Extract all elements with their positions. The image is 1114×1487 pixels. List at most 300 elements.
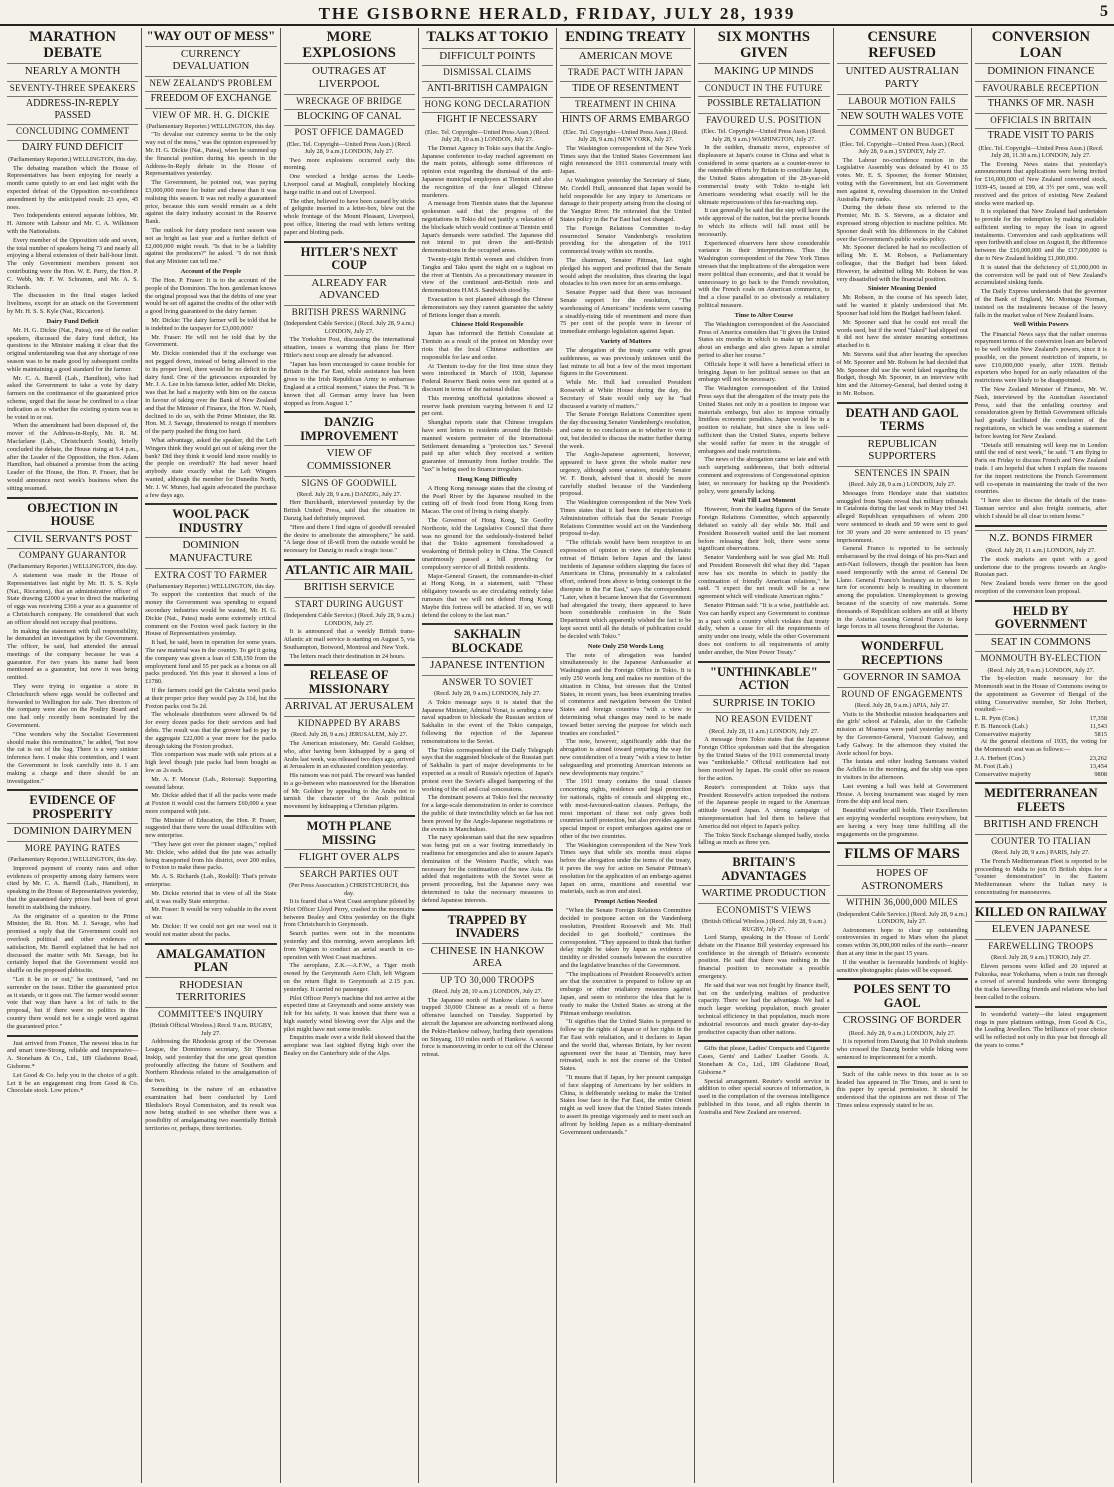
paragraph: Mr. Dickie contended that if the exchange was not pegged down, instead of being allowed to rise to its proper level, there would be no deficit in the dairy fund. One of the grievances expounded by Mr. J. A. Lee in his famous letter, added Mr. Dickie, was that he had a majority with him on the caucus in favour of taking over the Bank of New Zealand and that the Minister of Finance, the Hon. W. Nash, declined to do so, with the Prime Minister, the Rt. Hon. M. J. Savage, threatened to resign if members of the party pushed the thing too hard. [145,350,277,436]
subheadline: MONMOUTH BY-ELECTION [975,651,1107,664]
paragraph: The Minister of Education, the Hon. P. Fraser, suggested that there were the usual difficulties with new enterprise. [145,816,277,840]
section-subhead: Dairy Fund Deficit [46,317,99,325]
subheadline: CONDUCT IN THE FUTURE [698,81,829,94]
article [422,909,553,1059]
paragraph: "Japan has been encouraged to cause trouble for Britain in the Far East, while assistance has been given to the Irish Republican Army to embarrass England at a critical moment," states the Post. "It is known that all German army leave has been stopped as from August 1." [283,360,415,407]
article-body [284,499,415,555]
dateline: (Recd. July 28, 9 a.m.) DANZIG, July 27. [296,490,402,498]
headline: SIX MONTHS GIVEN [717,29,810,61]
subheadline: WITHIN 36,000,000 MILES [837,895,968,908]
paragraph: The note, however, significantly adds that the abrogation is aimed toward preparing the way for new consideration of a treaty "with a view to better safeguarding and promoting American interests as new developments may require." [560,738,692,777]
result-row [975,715,1107,723]
paragraph: Mr. A. S. Richards (Lab., Roskill): That's private enterprise. [145,873,277,889]
paragraph: The letters reach their destination in 24 hours. [289,652,406,660]
subheadline: SIGNS OF GOODWILL [284,476,415,489]
subheadline: NO REASON EVIDENT [698,712,829,725]
subheadline: COMMENT ON BUDGET [837,125,968,138]
subheadline: NEARLY A MONTH [7,63,138,79]
article-body [975,675,1107,778]
result-row [975,771,1107,779]
paragraph: He said that war was not fought by finance itself, but on the underlying realities of productive capacity. There we had the advantage. We had a much larger working population, much greater technical efficiency in that population, much more industrial resources and much greater day-to-day productive capacity than other nations. [698,981,830,1036]
column-6 [695,28,833,1483]
paragraph: Addressing the Rhodesia group of the Overseas League, the Dominions secretary, Sir Thomas Inskip, said yesterday that the one great question profoundly affecting the future of Southern and Northern Rhodesia related to the amalgamation of the two. [145,1038,277,1085]
article-body [284,336,415,407]
paragraph: "When the Senate Foreign Relations Committee decided to postpone action on the Vandenberg resolution, President Roosevelt and Mr. Hull decided to get foothold," continues the correspondent. "They appeared to think that further delay might be taken by Japan as evidence of timidity or divided counsels between the executive and the legislative branches of the Government. [560,907,692,969]
headline: DANZIG IMPROVEMENT [300,415,399,443]
paragraph: It is reported from Danzig that 10 Polish students who crossed the Danzig border while hiking were sentenced to imprisonment for a month. [836,1038,968,1061]
paragraph: Enquiries made over a wide field showed that the aeroplane was last sighted flying high over the Bealey on the Canterbury side of the Alps. [283,1034,415,1058]
paragraph: The Washington correspondent of the United Press says that the abrogation of the treaty puts the United States not only in a position to impose war materials embargo, but also to impose virtually limitless economic penalties. Japan would be in a position to retaliate, but since she is less self-sufficient than the United States, experts believe she would suffer far more in the struggle of embargoes and trade restrictions. [698,385,830,455]
paragraph: The 1911 treaty contains the usual clauses concerning rights, residence and legal protection for nationals, rights of consuls and shipping etc., with most-favoured-nation clauses. Perhaps, the most important of these not only gives both countries tariff protection, but also provides against special impost or export embargoes against one or other of the two countries. [560,778,692,840]
column-2 [142,28,280,1483]
section-subhead: Time to Alter Course [734,311,794,319]
article-body [837,157,968,398]
subheadline: KIDNAPPED BY ARABS [284,716,415,729]
article [975,901,1107,1002]
paragraph: When the amendment had been disposed of, the mover of the Address-in-Reply, Mr. R. M. Macfarlane (Lab., Christchurch South), briefly concluded the debate, the House rising at 9.4 p.m., after the Leader of the Opposition, the Hon. Adam Hamilton, had obtained a promise from the acting Leader of the House, the Hon. P. Fraser, that he would announce next week's business when the sitting resumed. [7,422,139,492]
subheadline: OUTRAGES AT LIVERPOOL [284,63,415,91]
headline: HELD BY GOVERNMENT [994,603,1088,632]
section-subhead: Wait Till Last Moment [732,497,796,505]
paragraph: The Labour no-confidence motion in the Legislative Assembly was defeated by 41 to 35 votes. Mr. E. S. Spooner, the former Minister, voting with the Government, but six Government men against it, revealing dissension in the United Australia Party ranks. [836,156,968,203]
paragraph: It is explained that New Zealand had undertaken to provide for the redemption by making available sufficient sterling to repay the loan in agreed instalments. Conversion and cash applications will open forthwith and close on August 8, the difference between the £16,000,000 and the £17,000,000 is due to New Zealand holding £1,000,000. [974,208,1108,263]
paragraph: The by-election made necessary for the Monmouth seat in the House of Commons owing to the appointment as Governor of Bengal of the sitting Conservative member, Sir John Herbert, resulted:— [974,675,1107,714]
headline: MARATHON DEBATE [29,29,116,61]
article-divider [975,1006,1107,1008]
paragraph: The Washington correspondent of the New York Times says that while six months must elapse before the abrogation under the terms of the treaty, it paves the way for action on Senator Pittman's resolution for the application of an embargo against Japan on arms, munitions and essential war materials, such as iron and steel. [560,841,692,896]
subheadline: CROSSING OF BORDER [837,1012,968,1028]
section-subhead: Chinese Hold Responsible [451,321,524,329]
paragraph: The Washington correspondent of the New York Times states that it had been the expectation of Administration officials that the Senate Foreign Relations Committee would act on the Vandenberg proposal to-day. [560,499,692,538]
article-body [975,556,1107,596]
subheadline: BRITISH PRESS WARNING [284,305,415,318]
article [284,815,415,1058]
paragraph: The Domei Agency in Tokio says that the Anglo-Japanese conference to-day reached agreement on the main points, although some differences of opinion exist regarding the dismissal of the anti-Japanese municipal employees at Tientsin and also the recognition of the four alleged Chinese murderers. [421,144,553,199]
paragraph: The Tokio correspondent of the Daily Telegraph says that the suggested blockade of the Russian part of Sakhalin is part of major developments to be expected as a result of Russia's rejection of Japan's protest over the Soviet's alleged hampering of the working of the oil and coal concessions. [421,746,553,793]
article-divider [698,851,829,853]
article-body [698,1045,829,1116]
article-divider [145,943,276,945]
paragraph: Mr. A. F. Moncur (Lab., Rotorua): Supporting sweated labour. [145,775,277,791]
headline: DEATH AND GAOL TERMS [845,405,959,434]
article-body [837,927,968,975]
paragraph: The abrogation of the treaty came with great suddenness, as was previously unknown until the last minute to all but a few of the most important figures in the Government. [560,347,692,378]
subheadline: N.Z. BONDS FIRMER [975,530,1107,546]
section-subhead: Well Within Powers [1013,321,1069,329]
paragraph: The Washington correspondent of the New York Times says that the United States Government last night renounced the 1911 commercial treaty with Japan. [560,144,692,176]
article-divider [975,901,1107,903]
paragraph: "They have got over the pioneer stages," replied Mr. Dickie, who added that the jute was actually being transported from his district, over 200 miles, to Foxton to make these packs. [145,841,277,872]
paragraph: Something in the nature of an exhaustive examination had been conducted by Lord Bledisloe's Royal Commission, and its result was now being studied to see whether there was a possibility of amalgamating two essentially British territories or, perhaps, three territories. [145,1085,277,1132]
headline: BRITAIN'S ADVANTAGES [721,855,807,883]
article [284,411,415,555]
article-divider [284,559,415,561]
subheadline: MORE PAYING RATES [7,841,138,854]
result-name: Conservative majority [974,770,1031,778]
subheadline: SEVENTY-THREE SPEAKERS [7,81,138,94]
article-divider [284,664,415,666]
article [837,402,968,631]
article-divider [145,503,276,505]
subheadline: COUNTER TO ITALIAN [975,834,1107,847]
article [145,30,276,499]
paragraph: If the farmers could get the Calcutta wool packs at their proper price they would pay 2s 11d, but the Foxton packs cost 5s 2d. [145,686,277,710]
paragraph: In the sudden, dramatic move, expressive of displeasure at Japan's course in China and what is considered in some quarters as a counter-move to the ostensible efforts by Britain to conciliate Japan, the United States abrogation of the 28-year-old commercial treaty with Tokio to-night left Americans wondering what exactly will be the ultimate repercussions of this far-reaching step. [698,144,830,206]
paragraph: Gifts that please, Ladies' Compacts and Cigarette Cases, Gents' and Ladies' Leather Goods. A. Stoneham & Co., Ltd., 189 Gladstone Road, Gisborne.* [698,1045,830,1076]
paragraph: New Zealand bonds were firmer on the good reception of the conversion loan proposal. [974,580,1107,595]
subheadline: HOPES OF ASTRONOMERS [837,865,968,893]
paragraph: Mr. Stevens said that after hearing the speeches of Mr. Spooner and Mr. Robson he had decided that Mr. Spooner did use the word faked regarding the Budget, though Mr. Spooner, in an interview with him and the Attorney-General, had denied using it to Mr. Robson. [836,351,968,398]
headline: CENSURE REFUSED [867,29,937,61]
paragraph: "It means that if Japan, by her present campaign of face slapping of Americans by her soldiers in China, is deliberately seeking to make the United States lose face in the Far East, the entire Orient might as well know that the United States intends to assert its prestige vigorously and to meet such an affront by holding Japan as a military-dominated Government understands." [560,1074,692,1136]
headline: WOOL PACK INDUSTRY [172,507,250,535]
paragraph: The Evening News states that yesterday's announcement that applications were being invited for £16,000,000 of New Zealand converted stock, 1939-45, issued at £99, at 3½ per cent., was well received and the prices of existing New Zealand stocks were marked up. [974,160,1107,207]
article-body [560,145,691,1137]
paragraph: However, from the leading figures of the Senate Foreign Relations Committee, which apparently debated so vainly all day while Mr. Hull and President Roosevelt waited until the last moment before releasing their bolt, there were some significant observations. [698,506,830,553]
subheadline: MAKING UP MINDS [698,63,829,79]
subheadline: OFFICIALS IN BRITAIN [975,113,1107,126]
dateline: (Recd. July 28, 9 a.m.) TOKIO, July 27. [991,954,1091,962]
paragraph: Beautiful weather still holds. Their Excellencies are enjoying wonderful receptions everywhere, but are having a very busy time fulfilling all the engagements on the programme. [836,807,968,838]
headline: CONVERSION LOAN [991,29,1091,61]
headline: MORE EXPLOSIONS [302,29,396,61]
paragraph: It can generally be said that the step will have the wide approval of the nation, but the precise bounds to which its effects will fall must still be necessarily. [698,207,830,238]
paragraph: The note of abrogation was handed simultaneously to the Japanese Ambassador at Washington and the Foreign Office in Tokio. It is only 250 words long and makes no mention of the situation in China, but stresses that the United States, in recent years, has been examining treaties of commerce and navigation between the United States and foreign countries "with a view to determining what changes may need to be made toward better serving the purpose for which such treaties are concluded." [560,651,692,737]
subheadline: FREEDOM OF EXCHANGE [145,91,276,106]
article-body [837,1071,968,1110]
article-divider [837,842,968,844]
article [7,30,138,493]
subheadline: SEARCH PARTIES OUT [284,867,415,880]
paragraph: A Hong Kong message states that the closing of the Pearl River by the Japanese resulted in the cutting off of fresh food from Hong Kong from Macao. The cost of living is rising sharply. [421,484,553,516]
paragraph: "The officials would have been receptive to an expression of opinion in view of the diplomatic retreat of Britain before Japan and the latest incidents of Japanese soldiers slapping the faces of Americans in China, presumably in a calculated effort, ordered from above to bring contempt in the disrepute in the Far East," says the correspondent. "Later, when it became known that the Government had abrogated the treaty, there appeared to have been considerable confusion in the State Department which apparently wished the fact to be kept secret until all the details of publication could be decided with Tokio." [560,539,692,640]
dateline: (Recd. July 28, 10 a.m.) LONDON, July 27. [432,988,543,996]
paragraph: General Franco is reported to be seriously embarrassed by the rival doings of his pro-Nazi and anti-Nazi followers, though the position has been eased temporarily with the arrest of General De Llano. General Franco's hesitancy as to where to turn for economic help is resulting in discontent among the population. Unemployment is growing because of the scarcity of raw materials. Some thousands of Republican soldiers are still at liberty in the Asturias causing General Franco to keep large forces in all towns throughout the Asturias. [836,545,968,631]
article-body [975,161,1107,521]
subheadline: ELEVEN JAPANESE [975,921,1107,937]
paragraph: It had, he said, been in operation for some years. The raw material was in the country. To get it going the company was given a loan of £38,150 from the employment fund and 55 per pack as a bonus on all packs produced. Yet this year it showed a loss of £1780. [145,639,277,686]
article-body [284,157,415,237]
paragraph: Let Good & Co. help you in the choice of a gift. Let it be an engagement ring from Good & Co. Chocolate stock. Low prices.* [7,1071,139,1095]
subheadline: WRECKAGE OF BRIDGE [284,94,415,107]
paragraph: His ransom was not paid. The reward was handed to a go-between who manoeuvred for the liberation of Mr. Goldner by appealing to the Arabs not to tarnish the character of the Arab political movement by kidnapping a Christian pilgrim. [283,772,415,811]
article-body [975,963,1107,1002]
subheadline: RHODESIAN TERRITORIES [145,977,276,1005]
paragraph: Shanghai reports state that Chinese irregulars have sent letters to residents around the British-manned western perimeter of the International Settlement demanding a "protection tax." Several paid up after which they received a written guarantee of immunity from further trouble. The "tax" is being used to finance irregulars. [421,419,553,473]
paragraph: Mr. Dickie added that if all the packs were made at Foxton it would cost the farmers £60,000 a year more compared with jute. [145,792,277,815]
subheadline: NEW ZEALAND'S PROBLEM [145,76,276,89]
article [698,30,829,657]
headline: TRAPPED BY INVADERS [447,912,528,941]
dateline: (Parliamentary Reporter.) WELLINGTON, this day. [8,563,138,571]
paragraph: They were trying to organise a store in Christchurch where eggs would be collected and forwarded to Wellington for sale. Two directors of the company were also on the Poultry Board and one had only recently been nominated by the Government. [7,683,139,730]
result-votes: 5815 [1094,730,1107,738]
subheadline: TIDE OF RESENTMENT [560,81,691,96]
article [698,661,829,848]
paragraph: Mr. Spooner declared he had no recollection of telling Mr. E. M. Robson, a Parliamentary colleague, that the Budget had been faked. However, he admitted telling Mr. Robson he was very dissatisfied with the financial position. [836,244,968,283]
paragraph: Senator Pittman said: "It is a wise, justifiable act. You can hardly expect any Government to continue in a pact with a country which violates that treaty daily, when a cause for all the requirements of amity under one treaty, while the other Government does not conform to all requirements of amity under another, the Nine Power Treaty." [698,601,830,656]
subheadline: NEW SOUTH WALES VOTE [837,109,968,124]
subheadline: HONG KONG DECLARATION [422,97,553,110]
paragraph: The dominant powers at Tokio feel the necessity for a large-scale demonstration in order to convince the public of their invincibility which so far has not been proved by the Anglo-Japanese negotiations or the events in Manchukuo. [421,794,553,833]
paragraph: The Anglo-Japanese agreement, however, appeared to have given the whole matter new urgency, although some senators, notably Senator W. F. Borah, advised that it should be more carefully studied because of the Vandenberg proposal. [560,451,692,498]
dateline: (Elec. Tel. Copyright—United Press Assn.) (Recd. July 28, 10 a.m.) LONDON, July 27. [425,128,550,144]
article [837,842,968,974]
paragraph: One wrecked a bridge across the Leeds-Liverpool canal at Maghull, completely blocking barge traffic in and out of Liverpool. [283,173,415,196]
article-divider [837,978,968,980]
subheadline: JAPANESE INTENTION [422,657,553,673]
article [7,789,138,1030]
column-1 [4,28,142,1483]
subheadline: UNITED AUSTRALIAN PARTY [837,63,968,91]
paragraph: Visits to the Methodist mission headquarters and the girls' school at Faleula, also to the Catholic mission at Moamoa were paid yesterday morning by the Governor-General, Viscount Galway, and Lady Galway. In the afternoon they visited the Avele school for boys. [836,710,968,757]
paragraph: Lord Stamp, speaking in the House of Lords' debate on the Finance Bill yesterday expressed his confidence in the strength of Britain's economic position. He said that there was nothing in the financial position to necessitate a possible emergency. [698,933,830,980]
paragraph: The Washington correspondent of the Associated Press of America considers that "it gives the United States six months in which to make up her mind about an embargo and also gives Japan a similar period to alter her course." [698,320,830,359]
paragraph: The French Mediterranean Fleet is reported to be proceeding to Malta to join 65 British ships for a "counter demonstration" in the Eastern Mediterranean where the Italian navy is concentrating for manoeuvres. [974,857,1107,897]
article [284,664,415,811]
subheadline: CIVIL SERVANT'S POST [7,531,138,547]
article-body [975,858,1107,897]
paragraph: The chairman, Senator Pittman, last night pledged his support and predicted that the Senate would adopt the resolution, thus clearing the legal obstacles to his own move for an arms embargo. [560,257,692,288]
paragraph: Mr. Dickie: If we could not get our wool out it would not matter about the packs. [145,923,277,938]
paragraph: The American missionary, Mr. Gerald Goldner, who, after having been kidnapped by a gang of Arabs last week, was released two days ago, arrived at Jerusalem in an exhausted condition yesterday. [283,739,415,771]
article [975,1006,1107,1050]
paragraph: A Tokio message says it is stated that the Japanese Minister, Admiral Yonai, is sending a new naval squadron to blockade the Russian section of Sakhalin in the event of the Tokio campaign, following the rejection of the Japanese remonstrations to the Soviet. [421,698,553,745]
article [560,30,691,1136]
article-divider [698,1040,829,1042]
subheadline: FIGHT IF NECESSARY [422,112,553,127]
article-divider [975,782,1107,784]
article-divider [422,623,553,625]
dateline: (Elec. Tel. Copyright—United Press Assn.) (Recd. July 28, 9 a.m.) SYDNEY, July 27. [839,140,965,156]
paragraph: The aeroplane, Z.K.—A.F.W., a Tiger moth owned by the Greymouth Aero Club, left Wigram on the return flight to Greymouth at 2.15 p.m. yesterday. It carried no passenger. [283,962,415,993]
column-5 [557,28,695,1483]
paragraph: Mr. Fraser: It would be very valuable in the event of war. [145,906,277,922]
paragraph: The news of the abrogation came so late and with such surprising suddenness, that both editorial comment and expressions of Congressional opinion later, so necessary for backing up the President's policy, were generally lacking. [698,456,830,495]
article [145,943,276,1133]
article-body [422,145,553,620]
subheadline: COMMITTEE'S INQUIRY [145,1007,276,1020]
section-subhead: Note Only 250 Words Long [587,642,664,650]
article [7,1035,138,1096]
paragraph: The Tokio Stock Exchange slumped badly, stocks falling as much as three yen. [698,831,830,847]
paragraph: "Let it be in or out," he continued, "and no surrender on the issue. Either the guaranteed price as it stands, or it goes out. The farmer would sooner vote that way than have a lot of tails to the proposal, but if there were no politics in this country there would not be a single word against the guaranteed price." [7,976,139,1030]
dateline: (Elec. Tel. Copyright—United Press Assn.) (Recd. July 28, 9 a.m.) WASHINGTON, July 27. [701,128,827,143]
paragraph: At the general elections of 1935, the voting for the Monmouth seat was as follows:— [974,738,1107,754]
dateline: (Independent Cable Service.) (Recd. July 28, 9 a.m.) LONDON, July 27. [284,612,415,627]
article-divider [837,1066,968,1068]
paragraph: It is announced that a weekly British trans-Atlantic air mail service is starting on August 5, via Southampton, Botwood, Montreal and New York. [283,628,415,651]
headline: ATLANTIC AIR MAIL [285,562,413,577]
paragraph: The Daily Express understands that the governor of the Bank of England, Mr. Montagu Norman, insisted on the instalments because of the heavy falls in the market value of New Zealand loans. [974,288,1107,319]
subheadline: LABOUR MOTION FAILS [837,94,968,107]
paragraph: While Mr. Hull had consulted President Roosevelt at White House during the day, the Secretary of State would only say he "had discussed a variety of matters." [560,379,692,410]
column-4 [419,28,557,1483]
section-subhead: Prompt Action Needed [594,898,658,906]
subheadline: WARTIME PRODUCTION [698,885,829,901]
subheadline: TREATMENT IN CHINA [560,97,691,110]
paragraph: The Hon. P. Fraser: It is to the account of the people of the Dominion. The hon. gentleman knows the original proposal was that the debits of one year would be set off against the credits of the other with a good living guaranteed to the dairy farmer. [145,277,277,316]
dateline: (Parliamentary Reporter.) WELLINGTON, this day. [8,856,138,864]
result-row [975,731,1107,739]
subheadline: TRADE PACT WITH JAPAN [560,65,691,78]
result-name: L. R. Pym (Con.) [974,715,1019,723]
section-subhead: Variety of Matters [600,337,652,345]
page-number: 5 [1100,3,1108,20]
article-divider [975,600,1107,602]
paragraph: Last evening a ball was held at Government House. A boxing tournament was staged by men from the ship and local men. [836,782,968,806]
headline: WONDERFUL RECEPTIONS [860,639,944,667]
subheadline: FLIGHT OVER ALPS [284,849,415,865]
subheadline: VIEW OF MR. H. G. DICKIE [145,108,276,121]
subheadline: FAREWELLING TROOPS [975,939,1107,952]
article-body [837,1038,968,1061]
paragraph: At Washington yesterday the Secretary of State, Mr. Cordell Hull, announced that Japan would be held responsible for any injury to Americans or damage to their property arising from the closing of the Yangtze River. He reiterated that the United States policy in the Far East had not changed. [560,177,692,224]
paragraph: During the debate these six referred to the Premier, Mr. B. S. Stevens, as a dictator and expressed strong objection to machine politics. Mr. Spooner dealt with his differences in the Cabinet over the Government's public works policy. [836,204,968,243]
article [837,635,968,838]
result-row [975,723,1107,731]
paragraph: What advantage, asked the speaker, did the Left Wingers think they would get out of taking over the bank? Did they think it would lend more readily to the people on overdraft? He had never heard anybody state exactly what the Left Wingers wanted, although the member for Dunedin North, Mr. J. W. Munro, had again advocated the purchase a few days ago. [145,436,277,499]
paragraph: Twenty-eight British women and children from Tangku and Taku spent the night on a tugboat on the river at Tientsin. As a precautionary measure in view of the continued anti-British riots and demonstrations H.M.S. Sandwich stood by. [421,256,553,295]
headline: POLES SENT TO GAOL [853,982,951,1010]
dateline: (Per Press Association.) CHRISTCHURCH, this day. [288,882,410,897]
subheadline: BLOCKING OF CANAL [284,109,415,124]
article [975,525,1107,596]
article-body [145,591,276,938]
subheadline: FAVOURABLE RECEPTION [975,81,1107,94]
headline: SAKHALIN BLOCKADE [451,627,524,655]
subheadline: EXTRA COST TO FARMER [145,568,276,581]
headline: RELEASE OF MISSIONARY [308,668,390,696]
subheadline: START DURING AUGUST [284,597,415,610]
section-subhead: Hong Kong Difficulty [457,475,518,483]
headline: EVIDENCE OF PROSPERITY [29,793,116,821]
result-name: F. B. Hancock (Lab.) [974,722,1028,730]
paragraph: If the weather is favourable hundreds of highly-sensitive photographic plates will be exposed. [836,958,968,974]
result-votes: 23,262 [1089,755,1107,763]
subheadline: HINTS OF ARMS EMBARGO [561,114,690,126]
section-subhead: Account of the People [180,267,242,275]
article [975,600,1107,779]
article [975,782,1107,896]
subheadline: REPUBLICAN SUPPORTERS [837,436,968,464]
article-body [837,711,968,839]
subheadline: ALREADY FAR ADVANCED [284,275,415,303]
paragraph: As the originator of a question to the Prime Minister, the Rt. Hon. M. J. Savage, who had promised a reply that the Government could not overlook political and other evidences of satisfaction, Mr. Barrell explained that he had not discussed the matter with Mr. Savage, but he certainly hoped that the Government would not shuffle on the proposed plebiscite. [7,912,139,975]
article-body [284,628,415,660]
paragraph: Improved payment of county rates and other evidences of prosperity among dairy farmers were cited by Mr. C. A. Barrell (Lab., Hamilton), in speaking in the House of Representatives yesterday, that the guaranteed dairy prices had been of great benefit in stabilising the industry. [7,864,139,911]
headline: OBJECTION IN HOUSE [27,500,118,528]
paragraph: Herr Burckhardt, interviewed yesterday by the British United Press, said that the situation in Danzig had definitely improved. [283,499,415,522]
subheadline: DOMINION FINANCE [975,63,1107,79]
paragraph: A statement was made in the House of Representatives last night by Mr. H. S. S. Kyle (Nat., Riccarton), that an administrative officer of State drawing £2000 a year to direct the marketing of eggs was receiving £366 a year as a guarantor of a Christchurch company. He considered that such an officer should not occupy dual positions. [7,571,139,626]
paragraph: In wonderful variety—the latest engagement rings in pure platinum settings, from Good & Co., the Leading Jewellers. The brilliance of your choice will be reflected not only in this year but through all the years to come.* [974,1010,1107,1049]
article-divider [7,1035,138,1037]
subheadline: POST OFFICE DAMAGED [284,125,415,138]
result-row [975,755,1107,763]
article-body [975,1011,1107,1050]
subheadline: SEAT IN COMMONS [975,634,1107,650]
article-divider [975,525,1107,527]
dateline: (Recd. July 28, 11 a.m.) LONDON, July 27. [986,547,1096,555]
dateline: (Parliamentary Reporter.) WELLINGTON, this day. [146,122,276,130]
article-body [7,572,138,786]
subheadline: DOMINION MANUFACTURE [145,537,276,565]
subheadline: FAVOURED U.S. POSITION [698,113,829,126]
article [975,30,1107,521]
dateline: (Recd. July 28, 9 a.m.) LONDON, July 27. [987,666,1095,674]
paragraph: "It signifies that the United States is prepared to follow up the rights of Japan or of her rights in the Far East with retaliation, and it declares to Japan and the world that, whereas Britain, by her recent agreement over the issue at Tientsin, may have retreated, such is not the course of the United States. [560,1018,692,1073]
paragraph: At Tientsin to-day for the first time since they were introduced in March of 1938, Japanese Federal Reserve Bank notes were not quoted at a discount in terms of the national dollar. [421,362,553,394]
headline: "UNTHINKABLE" ACTION [710,664,818,693]
article [422,30,553,619]
dateline: (Parliamentary Reporter.) WELLINGTON, this day. [146,582,276,590]
paragraph: Senator Vandenberg said he was glad Mr. Hull and President Roosevelt did what they did. "Japan now has six months in which to justify the continuation of friendly American relations," he said. "I expect the net result will be a new agreement which will vindicate American rights." [698,554,830,601]
dateline: (Recd. July 28, 9 a.m.) APIA, July 27. [854,702,950,710]
dateline: (Elec. Tel. Copyright—United Press Assn.) (Recd. July 28, 11.30 a.m.) LONDON, July 27. [978,144,1104,160]
column-7 [834,28,972,1483]
paragraph: "To devalue our currency seems to be the only way out of the mess," was the opinion expressed by Mr. H. G. Dickie (Nat., Patea), when he summed up the financial position during his speech in the Address-In-Reply debate in the House of Representatives yesterday. [145,131,277,178]
dateline: (Recd. July 28, 9 a.m.) LONDON, July 27. [434,690,541,698]
headline: FILMS OF MARS [844,846,960,863]
headline: MOTH PLANE MISSING [306,819,392,847]
paragraph: This comparison was made with sale prices at a high level though jute packs had been bought as low as 2s each. [145,751,277,774]
paragraph: The discussion in the final stages lacked liveliness, except for an attack on the Government by Mr. H. S. S. Kyle (Nat., Riccarton). [7,292,139,315]
columns-container [4,28,1110,1483]
article-body [145,1038,276,1133]
subheadline: DISMISSAL CLAIMS [422,65,553,78]
article-body [7,1040,138,1096]
subheadline: DAIRY FUND DEFICIT [7,140,138,155]
dateline: (Independent Cable Service.) (Recd. July 28, 9 a.m.) LONDON, July 27. [284,320,415,335]
paragraph: The Governor of Hong Kong, Sir Geoffry Northcote, told the Legislative Council that there was no ground for the sedulously-fostered belief that the Tokio agreement foreshadowed a weakening of British policy in China. The Council unanimously passed a bill providing for compulsory service of all British residents. [421,517,553,571]
paragraph: The navy spokesman said that the new squadron was being put on a war footing immediately in readiness for emergencies and also to assure Japan's domination of the Western Pacific, which was necessary for the continuation of the new Asia. He added that negotiations with the Soviet were at present proceeding, but the Japanese navy was determined to take the necessary measures to defend Japanese interests. [421,834,553,904]
paragraph: Experienced observers here show considerable variance in their interpretations. Thus the Washington correspondent of the New York Times stresses that the implications of the abrogation were more political than economic, and that it would be unnecessary to go back to the French revolution, with the French coals on American commerce, to find a close parallel to so obviously a retaliatory political measure. [698,239,830,309]
article-divider [284,411,415,413]
paragraph: The debating marathon which the House of Representatives has been enjoying for nearly a month came quietly to an end last night with the expected defeat of the Opposition no-confidence amendment by the anticipated result: 23 ayes, 45 noes. [7,164,139,211]
article [837,30,968,398]
subheadline: BRITISH SERVICE [284,579,415,595]
paragraph: Mr. Robson, in the course of his speech later, said he wanted it plainly understood that Mr. Spooner had told him the Budget had been faked. [836,294,968,318]
paragraph: Pilot Officer Perry's machine did not arrive at the expected time at Greymouth and some anxiety was felt for his safety. It was known that there was a high easterly wind blowing over the Alps and the pilot might have met some trouble. [283,994,415,1033]
subheadline: CURRENCY DEVALUATION [145,46,276,74]
article [698,851,829,1036]
subheadline: SENTENCES IN SPAIN [837,466,968,479]
paragraph: Such of the cable news in this issue as is so headed has appeared in The Times, and is sent to this paper by special permission. It should be understood that the opinions are not those of The Times unless expressly stated to be so. [836,1070,968,1109]
paragraph: Mr. C. A. Barrell (Lab., Hamilton), who had asked the Government to take a vote by dairy farmers on the continuance of the guaranteed price scheme, urged that the issue be confined to a clear indication as to whether the existing system was to be voted in or out. [7,374,139,421]
dateline: (Elec. Tel. Copyright—United Press Assn.) (Recd. July 28, 9 a.m.) NEW YORK, July 27. [563,128,688,144]
paragraph: A message from Tokio states that the Japanese Foreign Office spokesman said that the abrogation by the United States of the 1911 commercial treaty was "unthinkable." Official notification had not been received by Japan. He could offer no reason for the action. [698,735,830,782]
subheadline: ADDRESS-IN-REPLY PASSED [7,96,138,122]
paragraph: Mr. Dickie: The dairy farmer will be told that he is indebted to the taxpayer for £3,000,000? [145,316,277,332]
subheadline: CONCLUDING COMMENT [7,124,138,137]
masthead-title: THE GISBORNE HERALD, FRIDAY, JULY 28, 1939 [318,4,796,23]
paragraph: The wholesale distributors were allowed 9s 6d for every dozen packs for their services and bad debts. The result was that the grower had to pay in the aggregate £22,000 a year more for the packs through taking the Foxton product. [145,711,277,750]
result-votes: 11,543 [1089,722,1107,730]
paragraph: "Details still remaining will keep me in London until the end of next week," he said. "I am flying to Paris on Friday to discuss French and New Zealand trade. I am hopeful that when I explain the reasons for the import restrictions the French Government will co-operate in maintaining the trade of the two countries. [974,441,1107,496]
paragraph: Mr. Dickie retorted that in view of all the State aid, it was really State enterprise. [145,889,277,905]
subheadline: ARRIVAL AT JERUSALEM [284,700,414,713]
paragraph: Two Independents entered separate lobbies, Mr. H. Atmore with Labour and Mr. C. A. Wilkinson with the Nationalists. [7,212,139,235]
column-8 [972,28,1110,1483]
headline: HITLER'S NEXT COUP [300,244,398,273]
article [284,241,415,408]
paragraph: The stock markets are quiet with a good undertone due to the progress towards an Anglo-Russian pact. [974,555,1107,579]
article-divider [7,789,138,791]
paragraph: The other, believed to have been caused by sticks of gelignite inserted in a letter-box, blew out the whole frontage of the Mount Pleasant, Liverpool, post office, littering the road with letters writing paper and blotting pads. [283,197,415,236]
paragraph: The outlook for dairy produce next season was not as bright as last year and a further deficit of £2,000,000 might result. "Is that to be a liability against the producers?" he asked. "I do not think that any Minister can tell me." [145,226,277,266]
dateline: (Recd. July 28, 9 a.m.) LONDON, July 27. [848,1029,956,1037]
